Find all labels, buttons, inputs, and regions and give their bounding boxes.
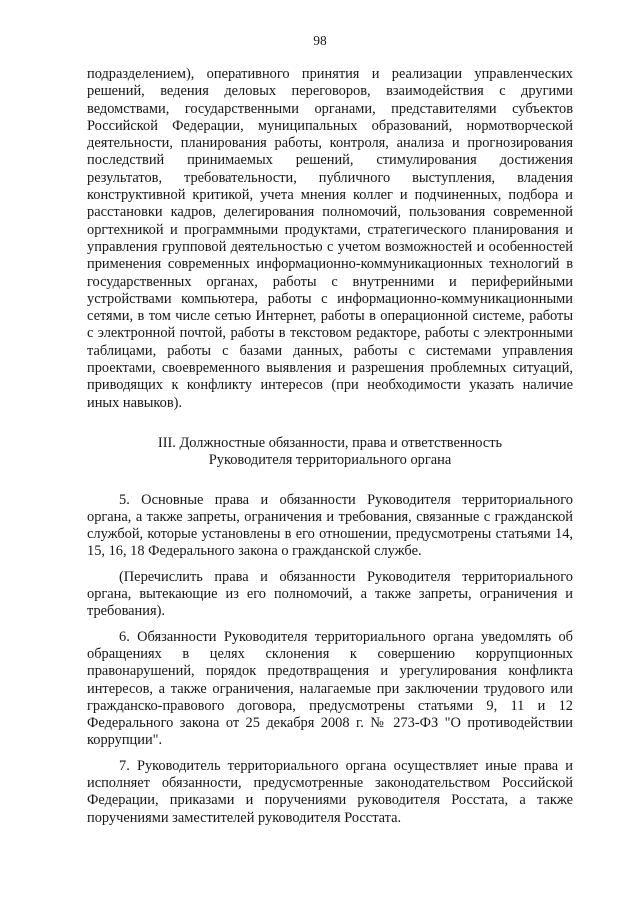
paragraph-instruction-note: (Перечислить права и обязанности Руководителя территориального органа, вытекающие из его полномочий, а также запреты, ограничения и требования).: [87, 568, 573, 620]
document-body: [87, 66, 573, 827]
section-heading-line-1: III. Должностные обязанности, права и ответственность: [157, 434, 503, 451]
section-heading-line-2: Руководителя территориального органа: [208, 452, 452, 469]
section-heading: [87, 435, 573, 470]
paragraph-item-6: 6. Обязанности Руководителя территориального органа уведомлять об обращениях в целях склонения к совершению коррупционных правонарушений, порядок предотвращения и урегулирования конфликта интересов, а также ограничения, налагаемые при заключении трудового или гражданско-правового договора, предусмотрены статьями 9, 11 и 12 Федерального закона от 25 декабря 2008 г. № 273-ФЗ "О противодействии коррупции".: [87, 628, 573, 749]
paragraph-item-7: 7. Руководитель территориального органа осуществляет иные права и исполняет обязанности, предусмотренные законодательством Российской Федерации, приказами и поручениями руководителя Росстата, а также поручениями заместителей руководителя Росстата.: [87, 757, 573, 826]
paragraph-item-5: 5. Основные права и обязанности Руководителя территориального органа, а также запреты, ограничения и требования, связанные с гражданской службой, которые установлены в его отношении, предусмотрены статьями 14, 15, 16, 18 Федерального закона о гражданской службе.: [87, 491, 573, 560]
page-number: 98: [313, 33, 327, 48]
paragraph-skills-continuation: подразделением), оперативного принятия и реализации управленческих решений, ведения деловых переговоров, взаимодействия с другими ведомствами, государственными органами, представителями субъектов Российской Федерации, муниципальных образований, нормотворческой деятельности, планирования работы, контроля, анализа и прогнозирования последствий принимаемых решений, стимулирования достижения результатов, требовательности, публичного выступления, владения конструктивной критикой, учета мнения коллег и подчиненных, подбора и расстановки кадров, делегирования полномочий, пользования современной оргтехникой и программными продуктами, стратегического планирования и управления групповой деятельностью с учетом возможностей и особенностей применения современных информационно-коммуникационных технологий в государственных органах, работы с внутренними и периферийными устройствами компьютера, работы с информационно-коммуникационными сетями, в том числе сетью Интернет, работы в операционной системе, работы с электронной почтой, работы в текстовом редакторе, работы с электронными таблицами, работы с базами данных, работы с системами управления проектами, своевременного выявления и разрешения проблемных ситуаций, приводящих к конфликту интересов (при необходимости указать наличие иных навыков).: [87, 66, 573, 411]
